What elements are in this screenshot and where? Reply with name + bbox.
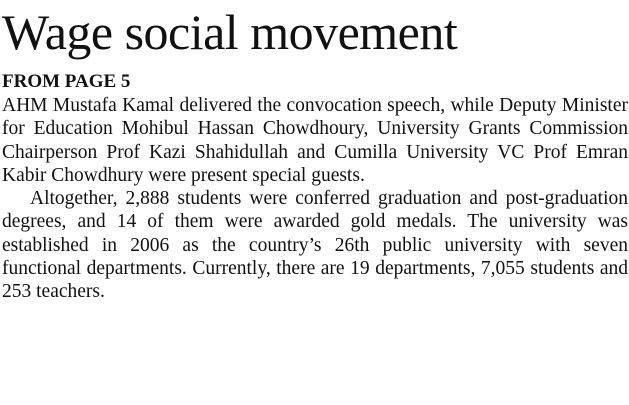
continued-from-label: FROM PAGE 5 [2, 71, 131, 92]
article-headline: Wage social movement [2, 4, 458, 60]
article-body [2, 94, 628, 304]
article-paragraph: AHM Mustafa Kamal delivered the convocation speech, while Deputy Minister for Education Mohibul Hassan Chowdhoury, University Grants Commission Chairperson Prof Kazi Shahidullah and Cumilla University VC Prof Emran Kabir Chowdhury were present special guests. [2, 95, 628, 186]
article-paragraph: Altogether, 2,888 students were conferred graduation and post-graduation degrees, and 14 of them were awarded gold medals. The university was established in 2006 as the country’s 26th public university with seven functional departments. Currently, there are 19 departments, 7,055 students and 253 teachers. [2, 188, 628, 303]
